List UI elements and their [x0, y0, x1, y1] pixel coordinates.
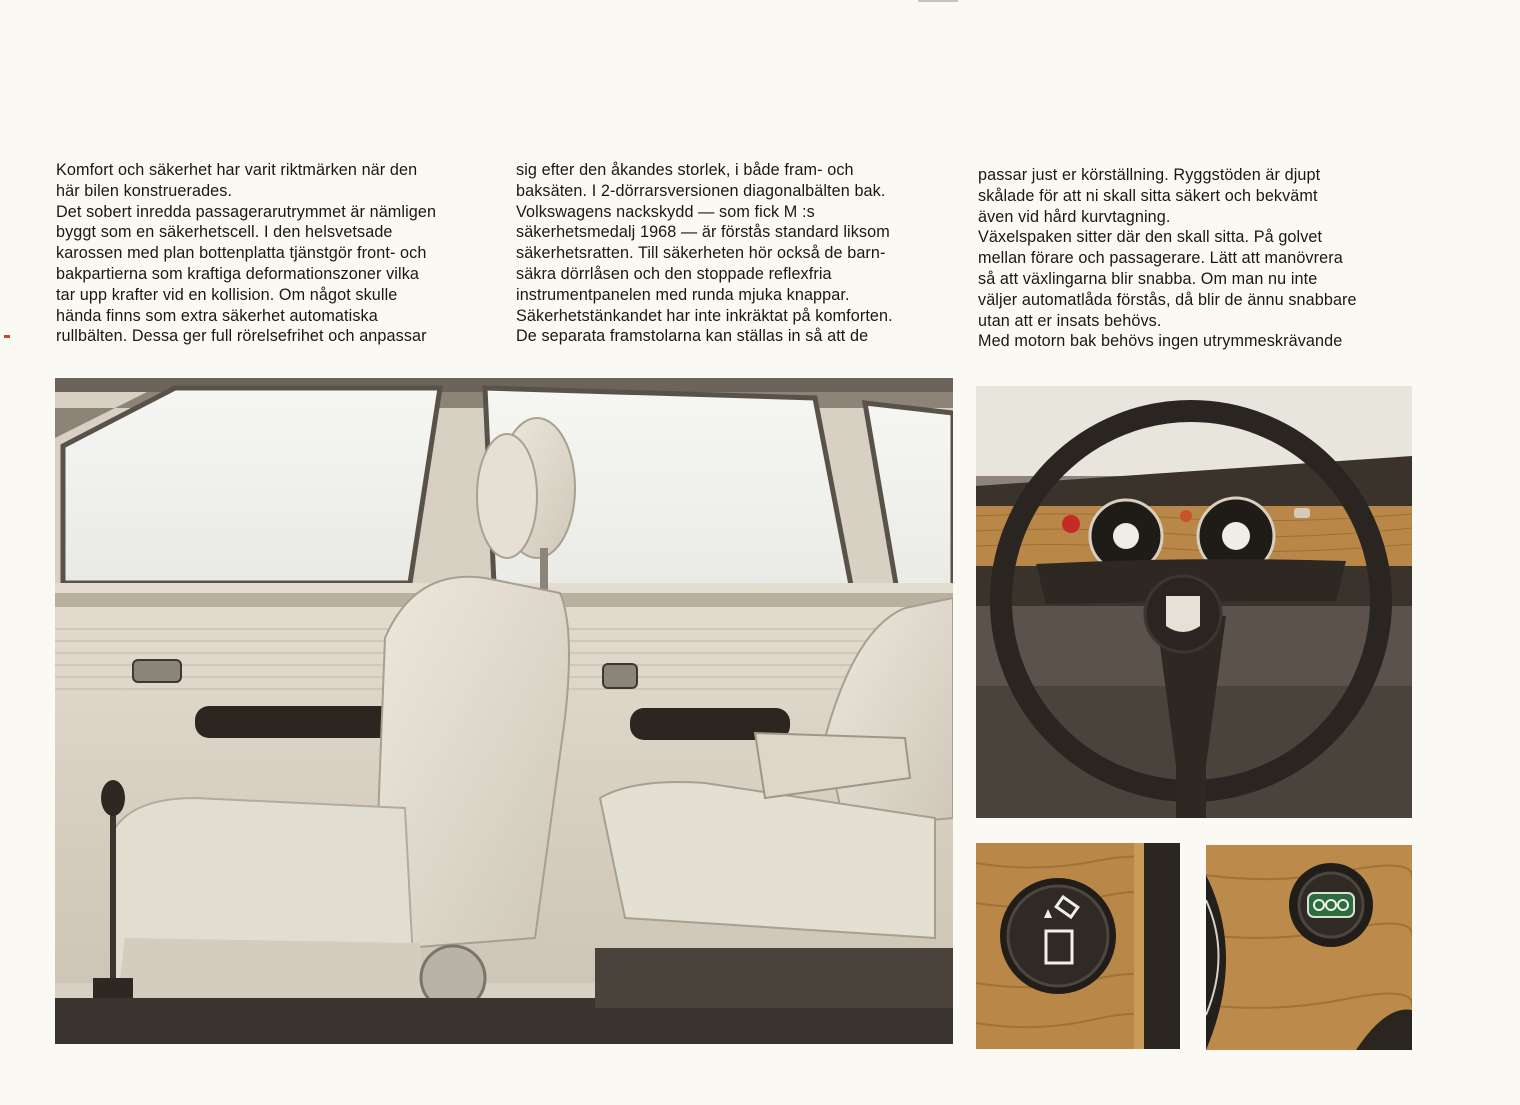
text-column-2	[516, 160, 956, 347]
text-column-1	[56, 160, 496, 347]
page-edge-mark	[918, 0, 958, 2]
margin-mark	[4, 335, 10, 338]
paragraph-3: passar just er körställning. Ryggstöden är djupt skålade för att ni skall sitta säkert och bekvämt även vid hård kurvtagning. Växelspaken sitter där den skall sitta. På golvet mellan förare och passagerare. Lätt att manövrera så att växlingarna blir snabba. Om man nu inte väljer automatlåda förstås, då blir de ännu snabbare utan att er insats behövs. Med motorn bak behövs ingen utrymmeskrävande	[978, 166, 1357, 351]
dashboard-photo	[976, 386, 1412, 818]
defroster-knob-photo	[1206, 845, 1412, 1050]
paragraph-1: Komfort och säkerhet har varit riktmärken när den här bilen konstruerades. Det sobert inredda passagerarutrymmet är nämligen byggt som en säkerhetscell. I den helsvetsade karossen med plan bottenplatta tjänstgör front- och bakpartierna som kraftiga deformationszoner vilka tar upp krafter vid en kollision. Om något skulle hända finns som extra säkerhet automatiska rullbälten. Dessa ger full rörelsefrihet och anpassar	[56, 161, 437, 346]
interior-photo	[55, 378, 953, 1044]
paragraph-2: sig efter den åkandes storlek, i både fram- och baksäten. I 2-dörrarsversionen diagonalbälten bak. Volkswagens nackskydd — som fick M :s säkerhetsmedalj 1968 — är förstås standard liksom säkerhetsratten. Till säkerheten hör också de barn- säkra dörrlåsen och den stoppade reflexfria instrumentpanelen med runda mjuka knappar. Säkerhetstänkandet har inte inkräktat på komforten. De separata framstolarna kan ställas in så att de	[516, 161, 893, 346]
fuel-knob-photo	[976, 843, 1180, 1049]
text-column-3	[978, 165, 1418, 352]
